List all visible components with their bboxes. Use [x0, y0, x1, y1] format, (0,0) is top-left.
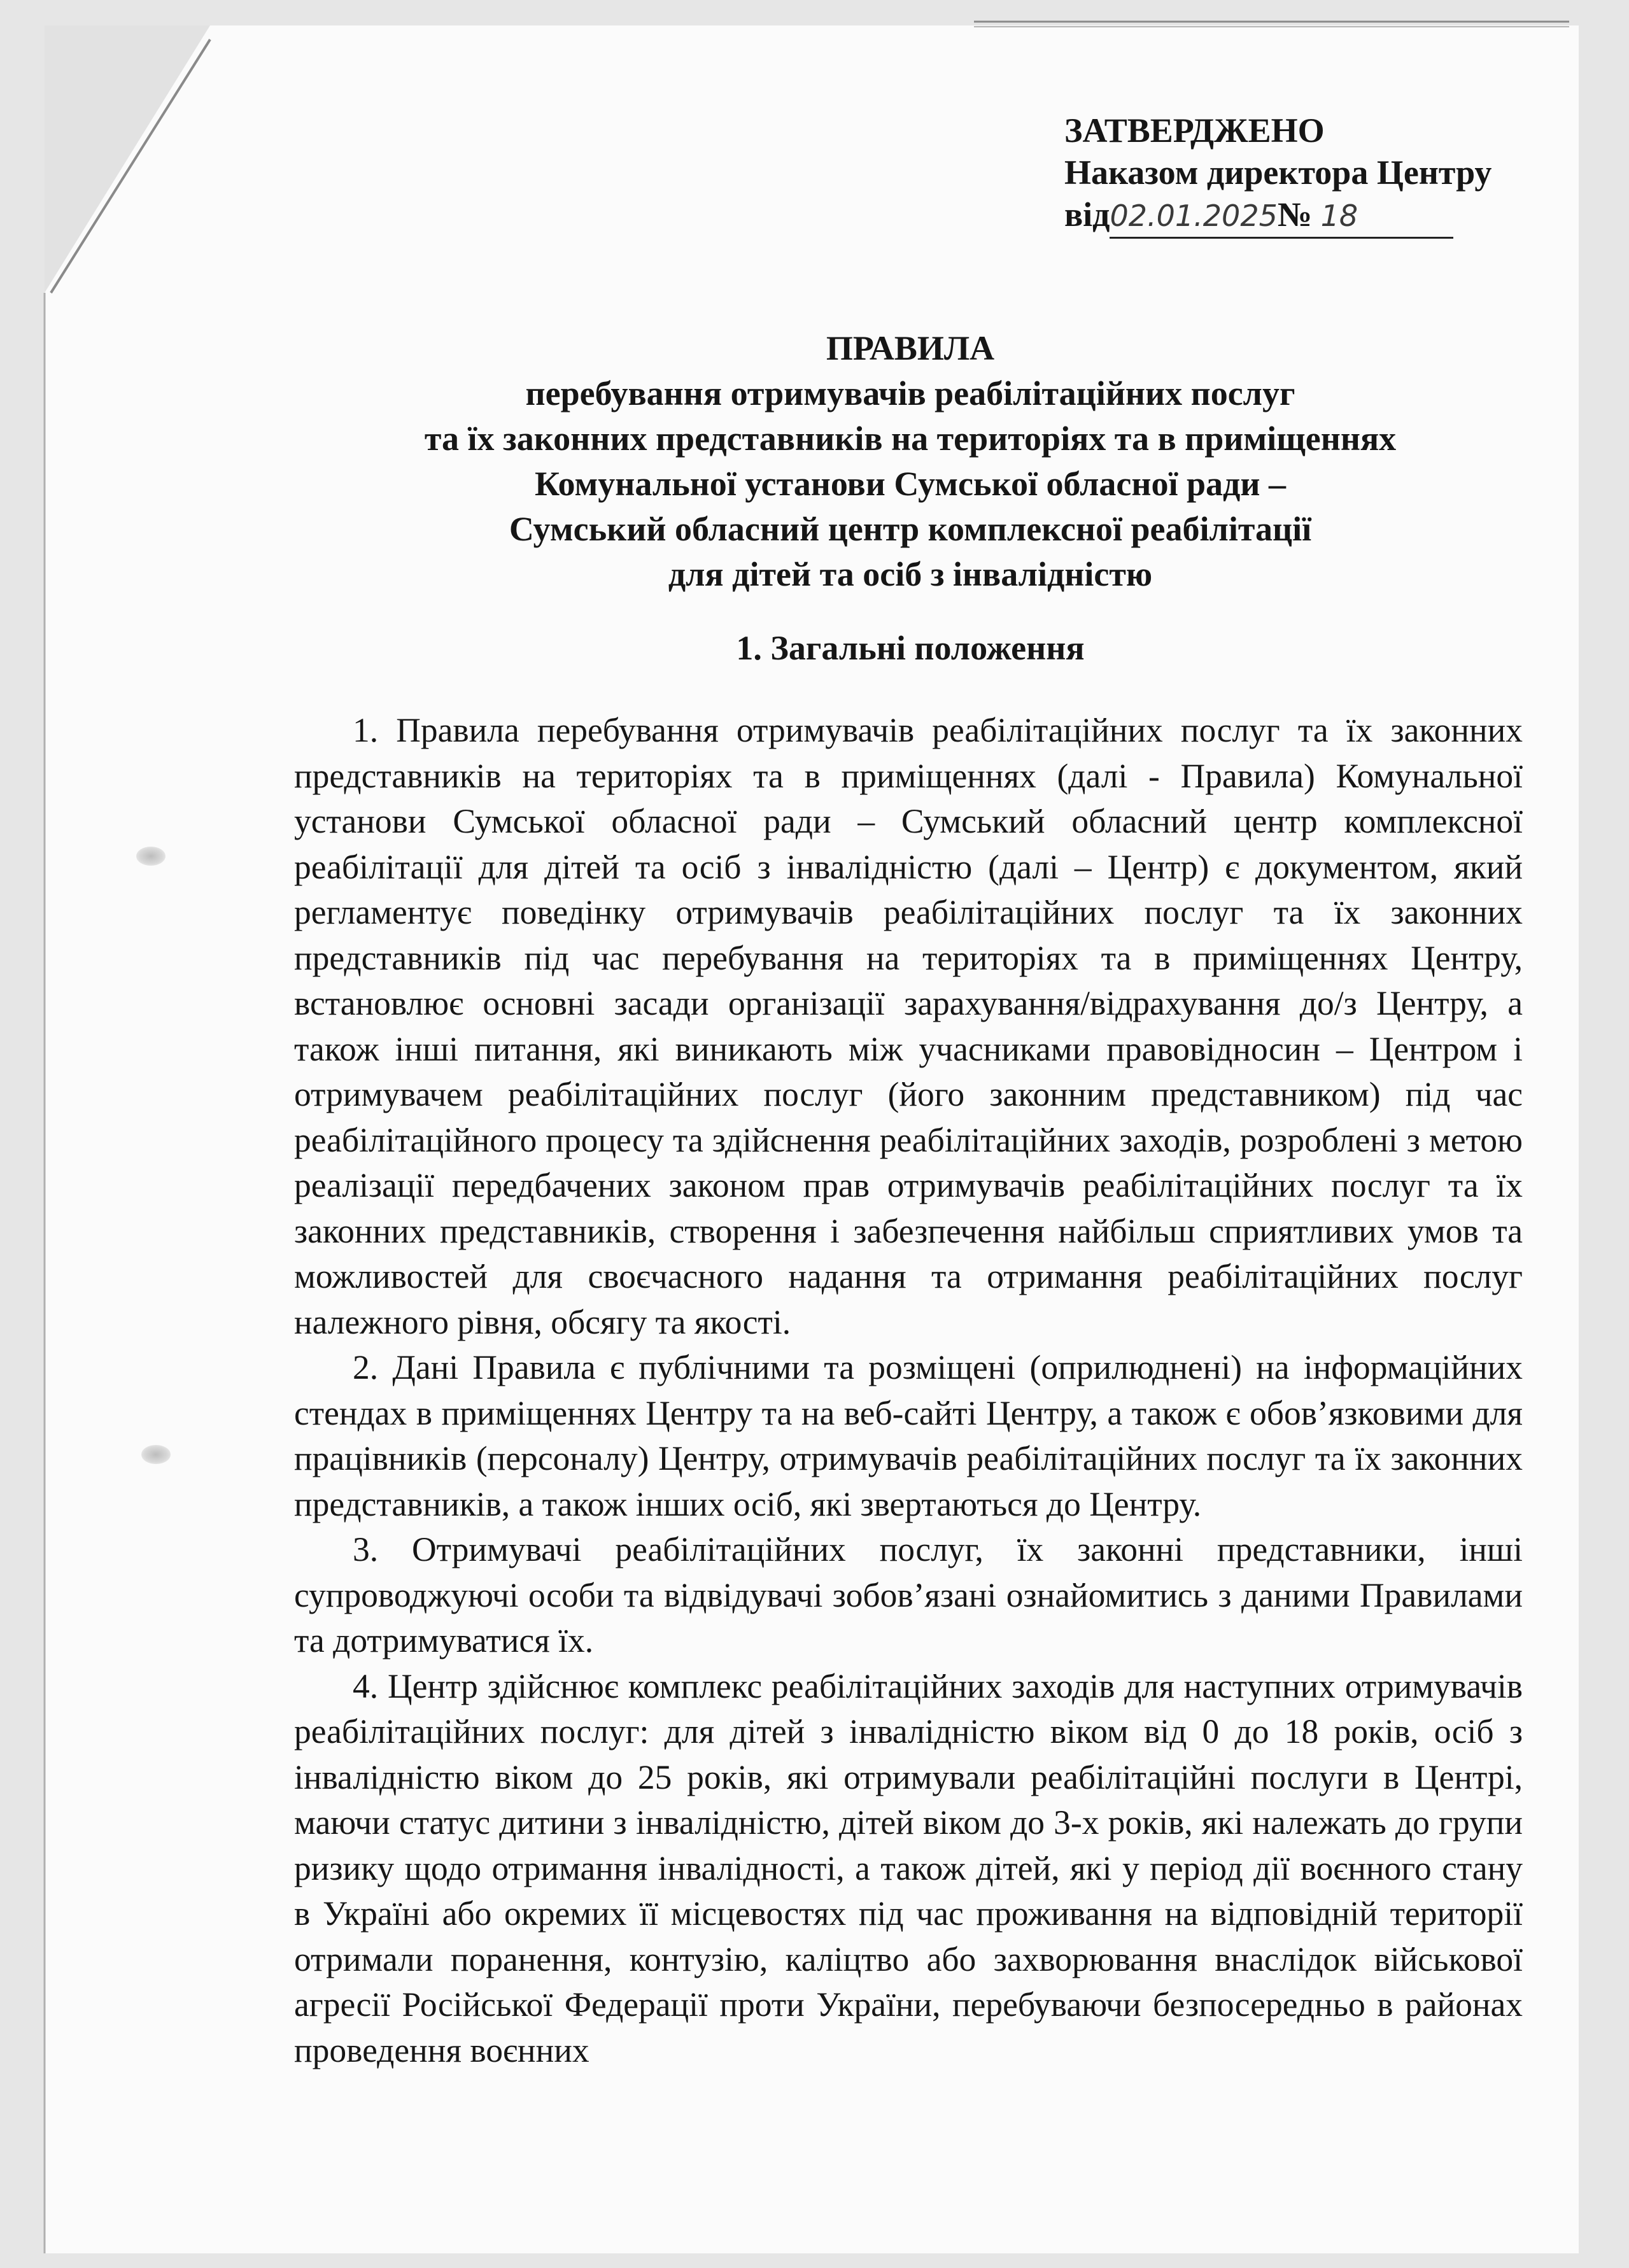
document-title: [293, 326, 1528, 597]
title-line-4: Сумський обласний центр комплексної реабілітації: [509, 510, 1312, 548]
paragraph-3: 3. Отримувачі реабілітаційних послуг, їх законні представники, інші супроводжуючі особи та відвідувачі зобов’язані ознайомитись з даними Правилами та дотримуватися їх.: [294, 1530, 1523, 1659]
approval-title: ЗАТВЕРДЖЕНО: [1064, 111, 1325, 150]
paragraph-2: 2. Дані Правила є публічними та розміщені (оприлюднені) на інформаційних стендах в приміщеннях Центру та на веб-сайті Центру, а також є обов’язковими для працівників (персоналу) Центру, отримувачів реабілітаційних послуг та їх законних представників, а також інших осіб, які звертаються до Центру.: [294, 1348, 1523, 1523]
punch-hole-top: [136, 847, 166, 866]
title-line-1: перебування отримувачів реабілітаційних послуг: [525, 374, 1295, 412]
approval-date-handwritten: 02.01.2025: [1110, 199, 1278, 233]
paragraph-1: 1. Правила перебування отримувачів реабілітаційних послуг та їх законних представників на територіях та в приміщеннях (далі - Правила) Комунальної установи Сумської обласної ради – Сумський обласний центр комплексної реабілітації для дітей та осіб з інвалідністю (далі – Центр) є документом, який регламентує поведінку отримувачів реабілітаційних послуг та їх законних представників під час перебування на територіях та в приміщеннях Центру, встановлює основні засади організації зарахування/відрахування до/з Центру, а також інші питання, які виникають між учасниками правовідносин – Центром і отримувачем реабілітаційних послуг (його законним представником) під час реабілітаційного процесу та здійснення реабілітаційних заходів, розроблені з метою реалізації передбачених законом прав отримувачів реабілітаційних послуг та їх законних представників, створення і забезпечення найбільш сприятливих умов та можливостей для своєчасного надання та отримання реабілітаційних послуг належного рівня, обсягу та якості.: [294, 711, 1523, 1341]
approval-date-prefix: від: [1064, 195, 1110, 234]
title-line-2: та їх законних представників на територіях та в приміщеннях: [424, 419, 1397, 458]
approval-date-line: [1064, 194, 1491, 239]
punch-hole-bottom: [141, 1445, 171, 1464]
title-heading: ПРАВИЛА: [826, 329, 995, 367]
approval-stamp-block: [1064, 109, 1491, 239]
approval-date-underline: [1110, 194, 1453, 239]
paragraph-4: 4. Центр здійснює комплекс реабілітаційних заходів для наступних отримувачів реабілітаційних послуг: для дітей з інвалідністю віком від 0 до 18 років, осіб з інвалідністю віком до 25 років, які отримували реабілітаційні послуги в Центрі, маючи статус дитини з інвалідністю, дітей віком до 3-х років, які належать до групи ризику щодо отримання інвалідності, а також дітей, які у період дії воєнного стану в Україні або окремих її місцевостях під час проживання на відповідній території отримали поранення, контузію, каліцтво або захворювання внаслідок військової агресії Російської Федерації проти України, перебуваючи безпосередньо в районах проведення воєнних: [294, 1666, 1523, 2069]
approval-number-handwritten: 18: [1320, 199, 1358, 233]
document-body: [294, 708, 1523, 2073]
title-line-5: для дітей та осіб з інвалідністю: [668, 555, 1153, 593]
title-line-3: Комунальної установи Сумської обласної ради –: [535, 465, 1286, 503]
approval-number-prefix: №: [1277, 195, 1313, 234]
section-heading: 1. Загальні положення: [736, 629, 1085, 667]
approval-order-line: Наказом директора Центру: [1064, 153, 1492, 192]
